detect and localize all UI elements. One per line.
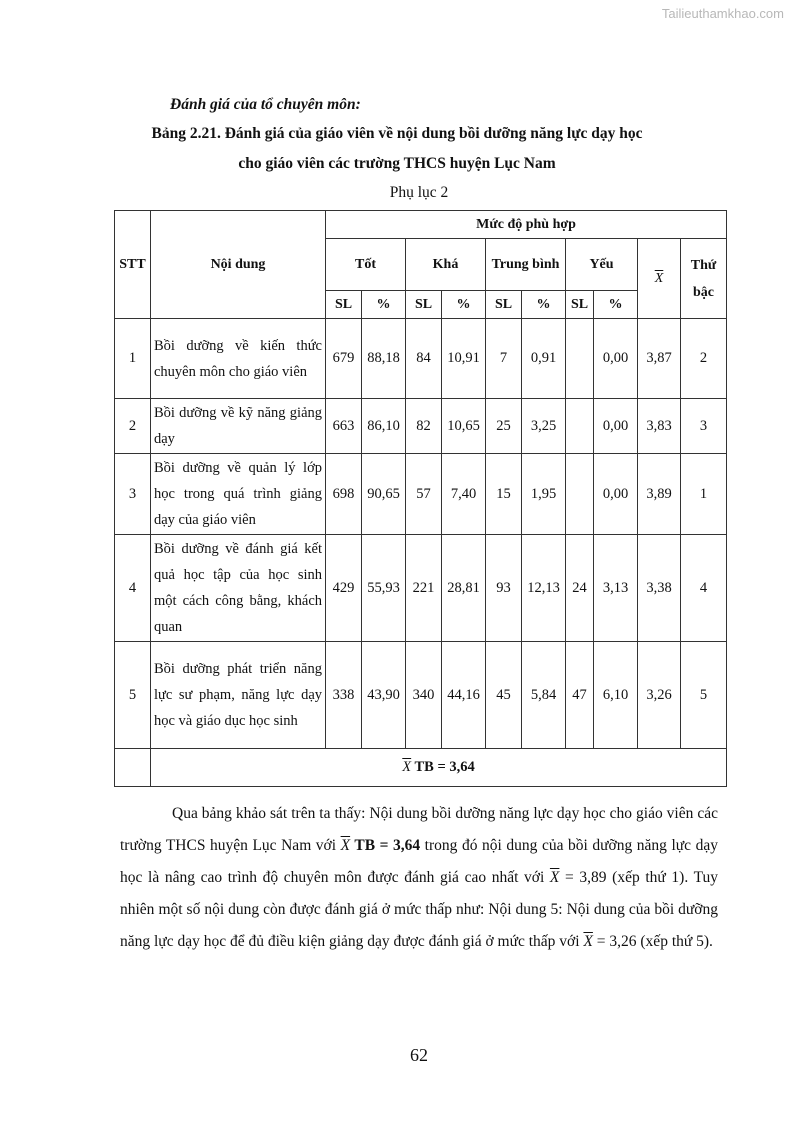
cell-tb-sl: 7	[486, 319, 522, 399]
footer-mean	[151, 749, 727, 787]
cell-rank: 3	[681, 399, 727, 454]
cell-stt: 5	[115, 642, 151, 749]
cell-tb-sl: 45	[486, 642, 522, 749]
cell-yeu-sl: 24	[566, 535, 594, 642]
header-tot: Tốt	[326, 239, 406, 291]
table-row	[115, 399, 727, 454]
cell-kha-pct: 10,91	[442, 319, 486, 399]
header-pct: %	[362, 291, 406, 319]
cell-mean: 3,26	[638, 642, 681, 749]
cell-stt: 3	[115, 454, 151, 535]
cell-tot-sl: 698	[326, 454, 362, 535]
header-content: Nội dung	[151, 211, 326, 319]
cell-rank: 4	[681, 535, 727, 642]
footer-empty-cell	[115, 749, 151, 787]
cell-tb-pct: 0,91	[522, 319, 566, 399]
cell-tot-sl: 338	[326, 642, 362, 749]
cell-mean: 3,38	[638, 535, 681, 642]
mean-symbol: $\overline{X}$	[549, 869, 560, 886]
cell-kha-sl: 82	[406, 399, 442, 454]
paragraph-text: trong đó nội dung của bồi dưỡng năng lực dạy học là nâng cao trình độ chuyên môn được đánh giá cao nhất với	[120, 837, 718, 886]
cell-content: Bồi dưỡng phát triển năng lực sư phạm, năng lực dạy học và giáo dục học sinh	[151, 642, 326, 749]
cell-kha-pct: 7,40	[442, 454, 486, 535]
cell-content: Bồi dưỡng về kiến thức chuyên môn cho giáo viên	[151, 319, 326, 399]
cell-yeu-pct: 0,00	[594, 454, 638, 535]
page-number: 62	[410, 1045, 428, 1065]
cell-kha-pct: 44,16	[442, 642, 486, 749]
cell-mean: 3,83	[638, 399, 681, 454]
mean-symbol: $\overline{X}$	[654, 271, 664, 286]
cell-tb-sl: 93	[486, 535, 522, 642]
header-yeu: Yếu	[566, 239, 638, 291]
header-rank: Thứ bậc	[681, 239, 727, 319]
table-title-line2: cho giáo viên các trường THCS huyện Lục Nam	[238, 155, 556, 172]
header-pct: %	[594, 291, 638, 319]
summary-paragraph	[120, 798, 718, 958]
cell-rank: 2	[681, 319, 727, 399]
paragraph-bold-value: TB = 3,64	[350, 837, 421, 854]
cell-content: Bồi dưỡng về quản lý lớp học trong quá trình giảng dạy của giáo viên	[151, 454, 326, 535]
cell-stt: 4	[115, 535, 151, 642]
header-mean	[638, 239, 681, 319]
header-stt: STT	[115, 211, 151, 319]
cell-mean: 3,87	[638, 319, 681, 399]
cell-tb-sl: 15	[486, 454, 522, 535]
section-heading: Đánh giá của tổ chuyên môn:	[170, 96, 361, 113]
cell-tb-pct: 5,84	[522, 642, 566, 749]
header-pct: %	[522, 291, 566, 319]
cell-tot-pct: 88,18	[362, 319, 406, 399]
cell-kha-sl: 340	[406, 642, 442, 749]
cell-yeu-sl: 47	[566, 642, 594, 749]
cell-tb-pct: 12,13	[522, 535, 566, 642]
evaluation-table	[114, 210, 727, 787]
header-suitability: Mức độ phù hợp	[326, 211, 727, 239]
cell-yeu-sl	[566, 399, 594, 454]
paragraph-text: Qua bảng khảo sát trên ta thấy: Nội dung bồi dưỡng năng lực dạy học cho giáo viên các trường THCS huyện Lục Nam với	[120, 805, 718, 854]
paragraph-text: = 3,26 (xếp thứ 5).	[592, 933, 713, 950]
cell-tb-pct: 3,25	[522, 399, 566, 454]
paragraph-text: = 3,89 (xếp thứ 1). Tuy nhiên một số nội dung còn được đánh giá ở mức thấp như: Nội dung 5: Nội dung của bồi dưỡng năng lực dạy học để đủ điều kiện giảng dạy được đánh giá ở mức thấp với	[120, 869, 718, 950]
header-trung-binh: Trung bình	[486, 239, 566, 291]
cell-stt: 1	[115, 319, 151, 399]
cell-yeu-pct: 3,13	[594, 535, 638, 642]
table-row	[115, 319, 727, 399]
cell-kha-sl: 57	[406, 454, 442, 535]
cell-yeu-pct: 0,00	[594, 399, 638, 454]
cell-kha-pct: 10,65	[442, 399, 486, 454]
cell-content: Bồi dưỡng về đánh giá kết quả học tập của học sinh một cách công bằng, khách quan	[151, 535, 326, 642]
mean-symbol: $\overline{X}$	[340, 837, 351, 854]
table-title-line1: Bảng 2.21. Đánh giá của giáo viên về nội dung bồi dưỡng năng lực dạy học	[151, 125, 643, 142]
footer-mean-value: TB = 3,64	[411, 759, 475, 775]
cell-kha-pct: 28,81	[442, 535, 486, 642]
cell-yeu-pct: 0,00	[594, 319, 638, 399]
cell-tot-pct: 90,65	[362, 454, 406, 535]
table-row	[115, 454, 727, 535]
cell-yeu-sl	[566, 319, 594, 399]
cell-rank: 1	[681, 454, 727, 535]
table-row	[115, 642, 727, 749]
header-pct: %	[442, 291, 486, 319]
cell-content: Bồi dưỡng về kỹ năng giảng dạy	[151, 399, 326, 454]
header-sl: SL	[486, 291, 522, 319]
header-sl: SL	[326, 291, 362, 319]
cell-tot-sl: 663	[326, 399, 362, 454]
cell-yeu-sl	[566, 454, 594, 535]
cell-tot-pct: 55,93	[362, 535, 406, 642]
cell-mean: 3,89	[638, 454, 681, 535]
header-kha: Khá	[406, 239, 486, 291]
cell-yeu-pct: 6,10	[594, 642, 638, 749]
cell-stt: 2	[115, 399, 151, 454]
table-row	[115, 535, 727, 642]
cell-rank: 5	[681, 642, 727, 749]
mean-symbol: $\overline{X}$	[583, 933, 593, 950]
cell-kha-sl: 221	[406, 535, 442, 642]
cell-tb-pct: 1,95	[522, 454, 566, 535]
cell-tot-sl: 679	[326, 319, 362, 399]
watermark: Tailieuthamkhao.com	[661, 6, 784, 21]
cell-tot-sl: 429	[326, 535, 362, 642]
appendix-label: Phụ lục 2	[389, 184, 449, 201]
cell-tb-sl: 25	[486, 399, 522, 454]
cell-tot-pct: 43,90	[362, 642, 406, 749]
mean-symbol: $\overline{X}$	[402, 759, 412, 775]
cell-tot-pct: 86,10	[362, 399, 406, 454]
cell-kha-sl: 84	[406, 319, 442, 399]
header-sl: SL	[406, 291, 442, 319]
header-sl: SL	[566, 291, 594, 319]
